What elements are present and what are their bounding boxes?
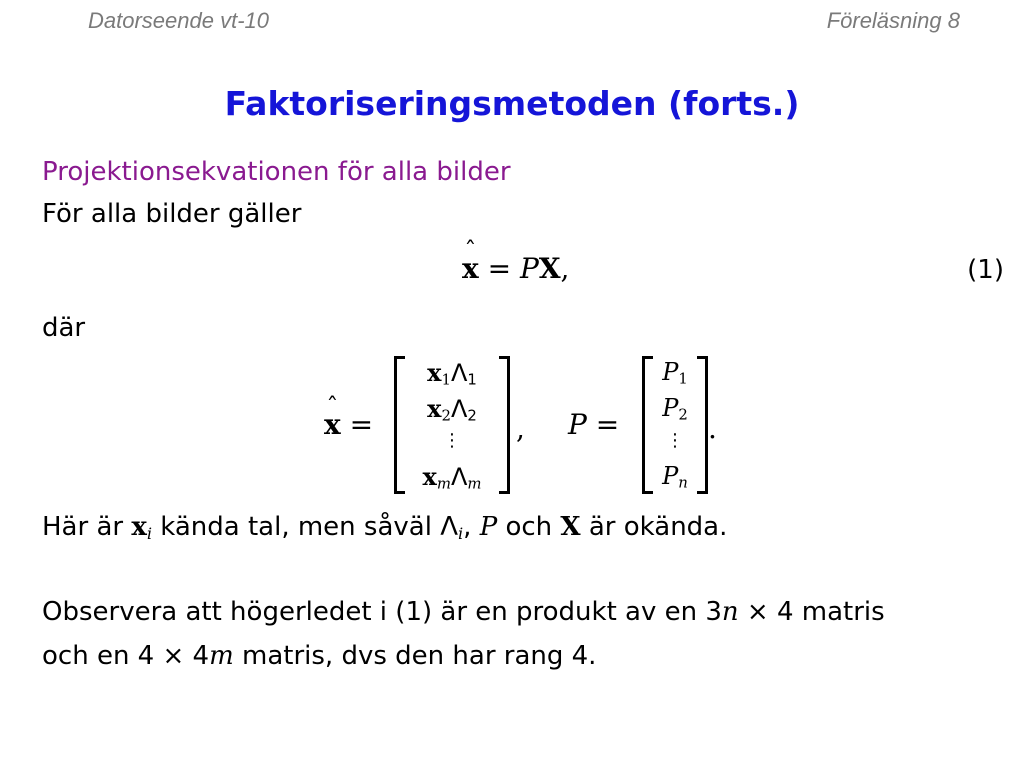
matrix-separator: , [516, 412, 525, 445]
intro-text: För alla bilder gäller [42, 199, 302, 229]
equation-1: ˆ x = PX, [462, 252, 569, 285]
p-matrix [642, 356, 708, 494]
matrix-cell: $x_m\Lambda_m$ [422, 462, 482, 493]
sentence-observe: Observera att högerledet i (1) är en produkt av en 3n × 4 matris [42, 597, 885, 627]
x-hat-matrix [394, 356, 510, 494]
matrix-vdots: ⋮ [443, 430, 461, 451]
header-lecture: Föreläsning 8 [826, 8, 960, 33]
matrix-x-lhs: ˆ x = [324, 408, 373, 441]
sentence-unknowns: Här är $x_i$ kända tal, men såväl $\Lambda_i$, P och X är okända. [42, 512, 728, 544]
dar-text: där [42, 313, 86, 343]
matrix-cell: $x_2\Lambda_2$ [427, 394, 477, 425]
matrix-end-period: . [708, 412, 717, 445]
matrix-cell: $P_2$ [662, 394, 688, 424]
matrix-vdots: ⋮ [666, 430, 684, 451]
slide-title: Faktoriseringsmetoden (forts.) [224, 84, 800, 123]
matrix-p-lhs: P = [568, 408, 620, 441]
matrix-cell: $P_n$ [662, 462, 688, 492]
sentence-rank: och en 4 × 4m matris, dvs den har rang 4. [42, 641, 597, 671]
header-course: Datorseende vt-10 [88, 8, 269, 33]
subheading: Projektionsekvationen för alla bilder [42, 157, 511, 187]
x-hat-symbol: ˆ x [462, 252, 479, 285]
equation-number: (1) [967, 255, 1004, 285]
matrix-cell: $x_1\Lambda_1$ [427, 358, 477, 389]
matrix-cell: $P_1$ [662, 358, 688, 388]
